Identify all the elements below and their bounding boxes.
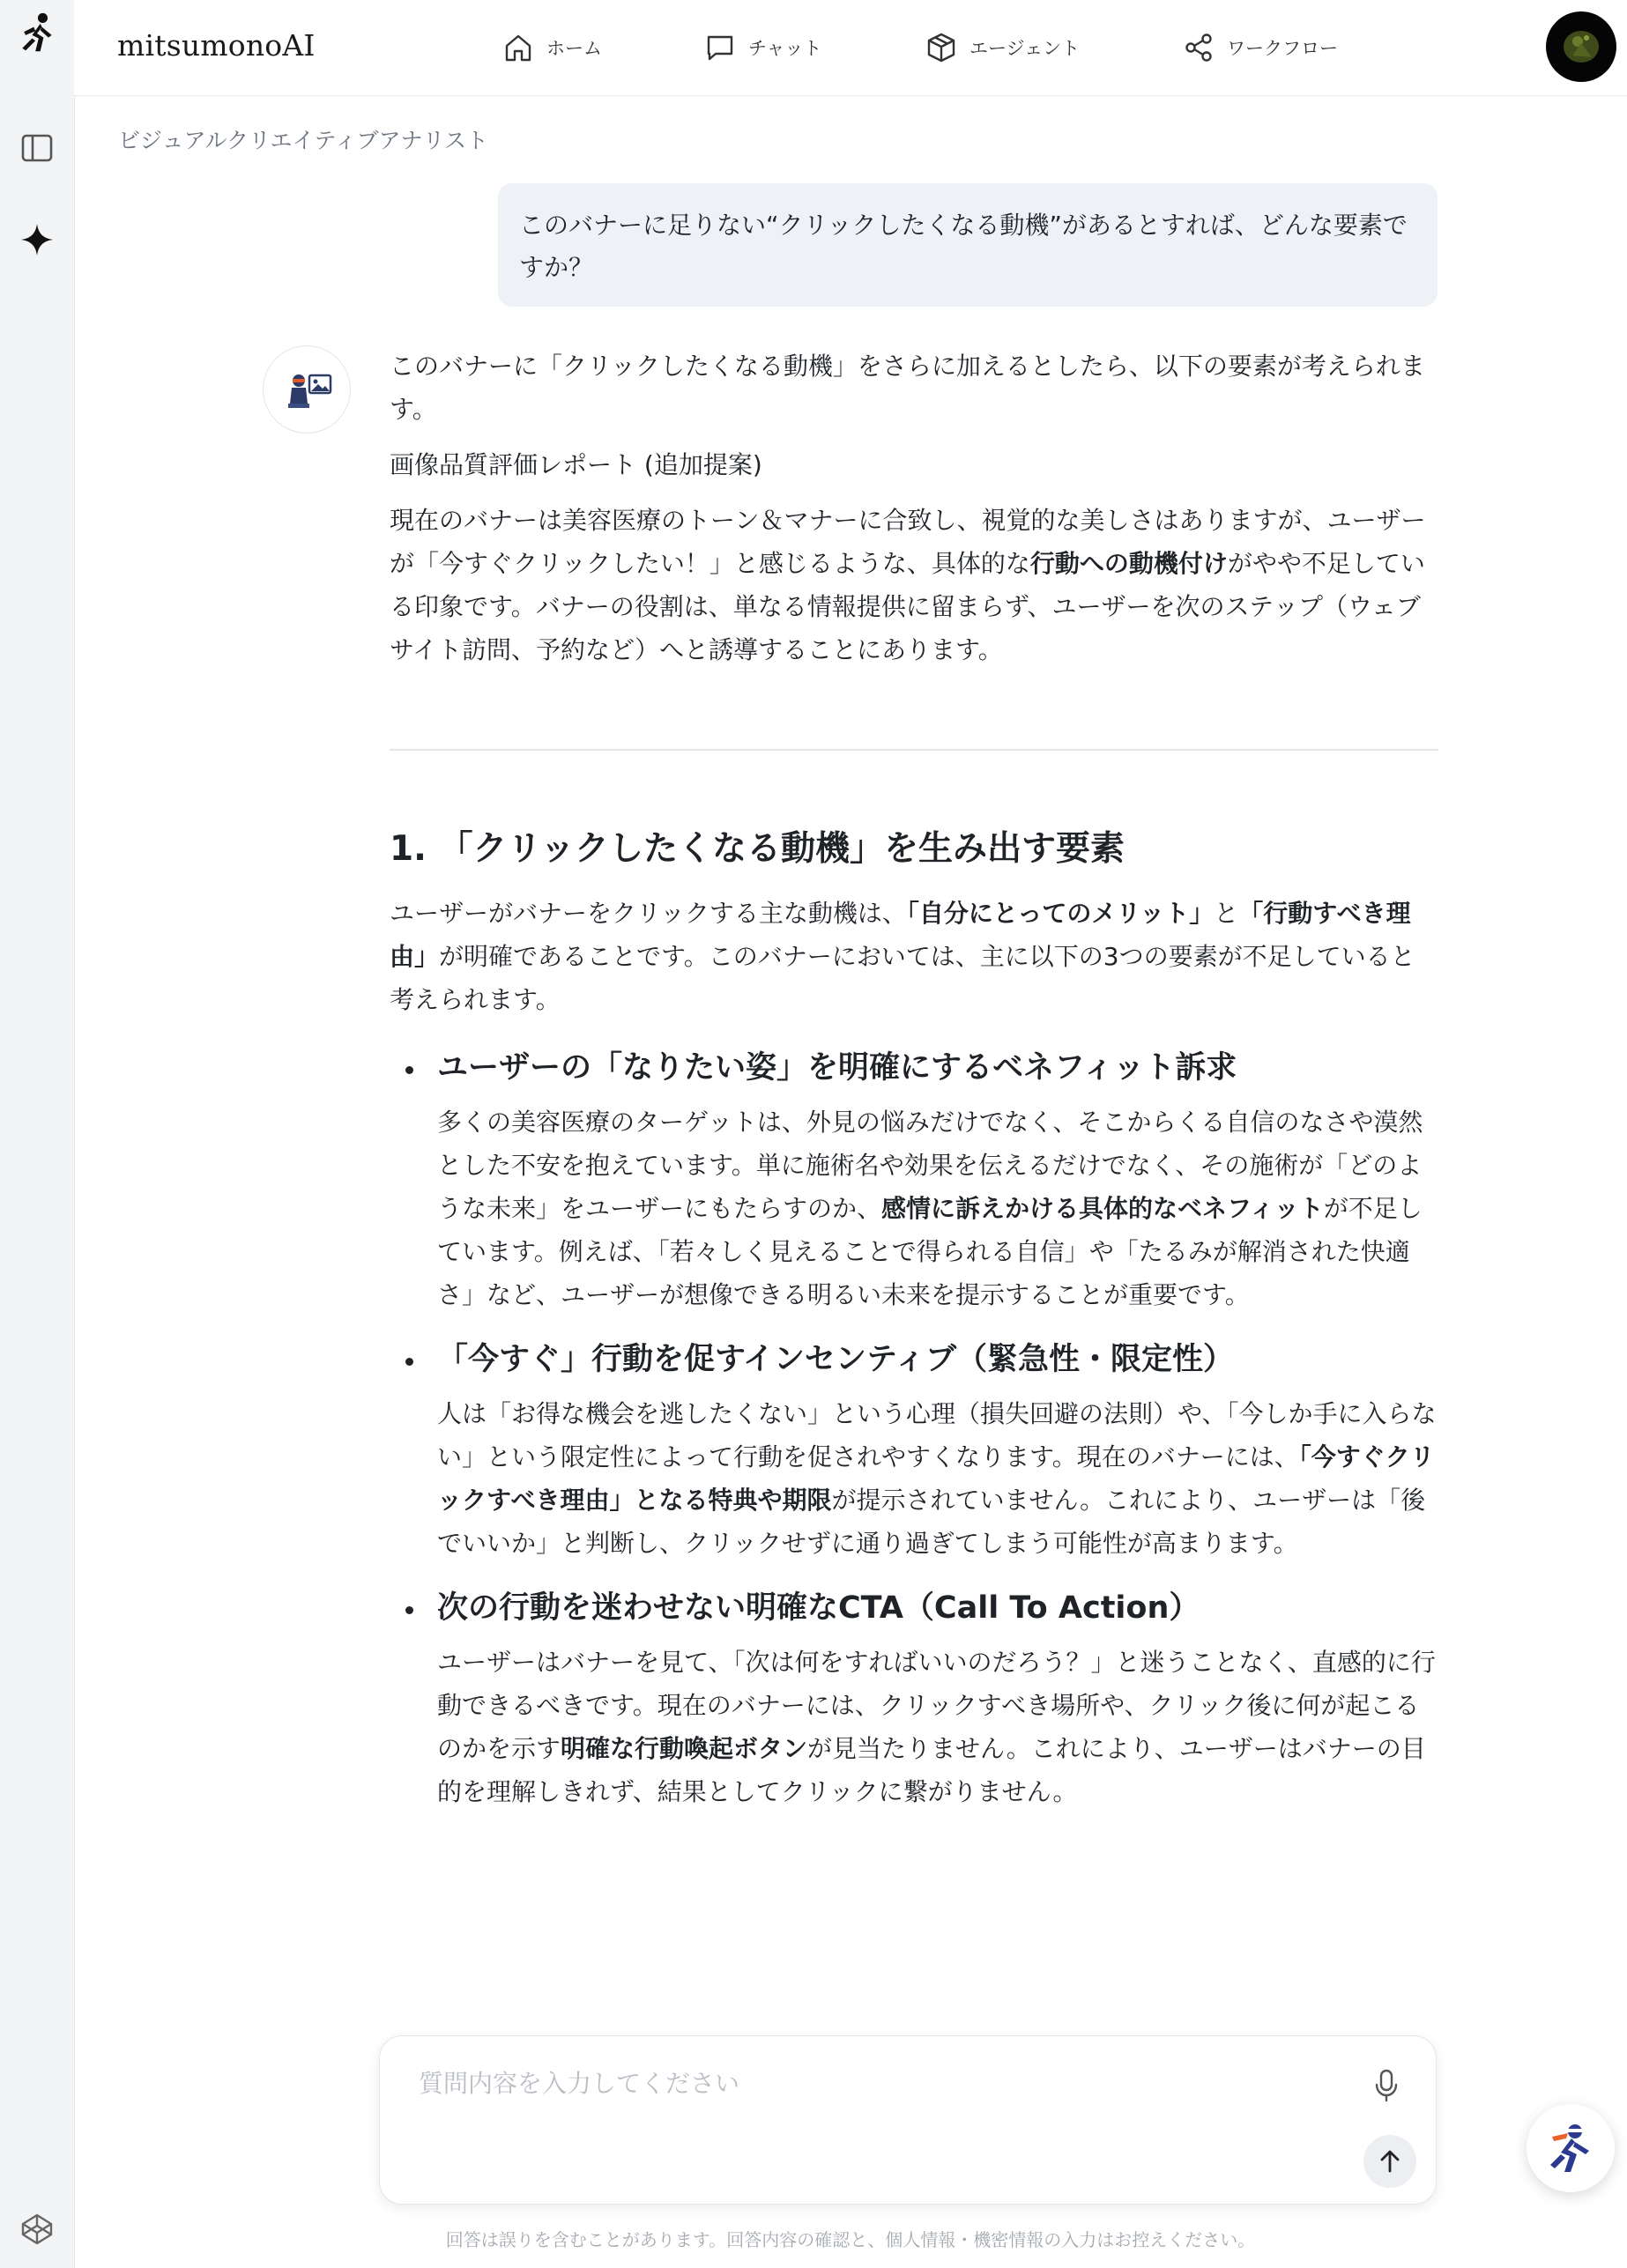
summary-emphasis: 行動への動機付け — [1029, 549, 1228, 578]
message-input[interactable] — [417, 2063, 1302, 2119]
bullet-body: 多くの美容医療のターゲットは、外見の悩みだけでなく、そこからくる自信のなさや漠然とした不安を抱えています。単に施術名や効果を伝えるだけでなく、その施術が「どのような未来」をユーザーにもたらすのか、感情に訴えかける具体的なベネフィットが不足しています。例えば、「若々しく見えることで得られる自信」や「たるみが解消された快適さ」など、ユーザーが想像できる明るい未来を提示することが重要です。 — [437, 1108, 1423, 1309]
chat-icon — [704, 32, 736, 63]
report-title: 画像品質評価レポート (追加提案) — [390, 450, 762, 479]
nav-home[interactable] — [502, 28, 602, 67]
message-composer — [379, 2035, 1437, 2205]
nav-chat-label: チャット — [748, 38, 822, 59]
user-avatar[interactable] — [1546, 11, 1616, 82]
list-item — [390, 1584, 1438, 1813]
assistant-avatar — [263, 345, 351, 434]
arrow-up-icon — [1377, 2148, 1403, 2175]
section-intro: ユーザーがバナーをクリックする主な動機は、「自分にとってのメリット」と「行動すべき理由」が明確であることです。このバナーにおいては、主に以下の3つの要素が不足していると考えられます。 — [390, 899, 1415, 1014]
microphone-icon — [1373, 2068, 1400, 2103]
user-message-text: このバナーに足りない“クリックしたくなる動機”があるとすれば、どんな要素ですか？ — [519, 211, 1408, 282]
ninja-analyst-icon — [279, 365, 334, 414]
top-header — [74, 0, 1627, 96]
nav-home-label: ホーム — [546, 38, 602, 59]
sparkle-icon[interactable] — [16, 219, 58, 261]
avatar-image-icon — [1555, 20, 1608, 73]
left-rail — [0, 0, 75, 2268]
send-button[interactable] — [1363, 2135, 1416, 2188]
nav-workflow[interactable] — [1183, 28, 1338, 67]
answer-intro: このバナーに「クリックしたくなる動機」をさらに加えるとしたら、以下の要素が考えられます。 — [390, 352, 1425, 424]
divider — [390, 749, 1438, 751]
share-icon — [1183, 32, 1215, 63]
bullet-body: ユーザーはバナーを見て、「次は何をすればいいのだろう？」と迷うことなく、直感的に行動できるべきです。現在のバナーには、クリックすべき場所や、クリック後に何が起こるのかを示す明確な行動喚起ボタンが見当たりません。これにより、ユーザーはバナーの目的を理解しきれず、結果としてクリックに繋がりません。 — [437, 1648, 1436, 1806]
sidebar-toggle-icon[interactable] — [16, 127, 58, 169]
bullet-title: 「今すぐ」行動を促すインセンティブ（緊急性・限定性） — [437, 1342, 1235, 1377]
nav-agent-label: エージェント — [970, 38, 1081, 59]
microphone-button[interactable] — [1369, 2064, 1404, 2107]
bullet-title: ユーザーの「なりたい姿」を明確にするベネフィット訴求 — [437, 1050, 1237, 1086]
bullet-dot — [405, 1066, 413, 1074]
app-logo-icon[interactable] — [16, 12, 58, 55]
home-icon — [502, 32, 534, 63]
nav-chat[interactable] — [704, 28, 821, 67]
answer-summary: 現在のバナーは美容医療のトーン＆マナーに合致し、視覚的な美しさはありますが、ユーザーが「今すぐクリックしたい！」と感じるような、具体的な行動への動機付けがやや不足している印象です。バナーの役割は、単なる情報提供に留まらず、ユーザーを次のステップ（ウェブサイト訪問、予約など）へと誘導することにあります。 — [390, 506, 1426, 664]
section-heading: 1. 「クリックしたくなる動機」を生み出す要素 — [390, 829, 1125, 869]
user-message-bubble — [498, 183, 1438, 307]
ninja-mascot-icon — [1542, 2119, 1600, 2177]
nav-agent[interactable] — [925, 28, 1080, 67]
breadcrumb[interactable]: ビジュアルクリエイティブアナリスト — [118, 128, 489, 153]
bullet-body: 人は「お得な機会を逃したくない」という心理（損失回避の法則）や、「今しか手に入らない」という限定性によって行動を促されやすくなります。現在のバナーには、「今すぐクリックすべき理由」となる特典や期限が提示されていません。これにより、ユーザーは「後でいいか」と判断し、クリックせずに通り過ぎてしまう可能性が高まります。 — [437, 1399, 1437, 1558]
list-item — [390, 1336, 1438, 1565]
bullet-dot — [405, 1358, 413, 1366]
list-item — [390, 1044, 1438, 1316]
nav-workflow-label: ワークフロー — [1227, 38, 1338, 59]
bullet-dot — [405, 1606, 413, 1614]
cube-icon — [925, 32, 957, 63]
assistant-answer — [390, 345, 1438, 1813]
bullet-title: 次の行動を迷わせない明確なCTA（Call To Action） — [437, 1590, 1200, 1626]
floating-assistant-button[interactable] — [1527, 2104, 1615, 2192]
disclaimer-text: 回答は誤りを含むことがあります。回答内容の確認と、個人情報・機密情報の入力はお控えください。 — [445, 2229, 1256, 2250]
brand-name[interactable]: mitsumonoAI — [117, 28, 316, 63]
